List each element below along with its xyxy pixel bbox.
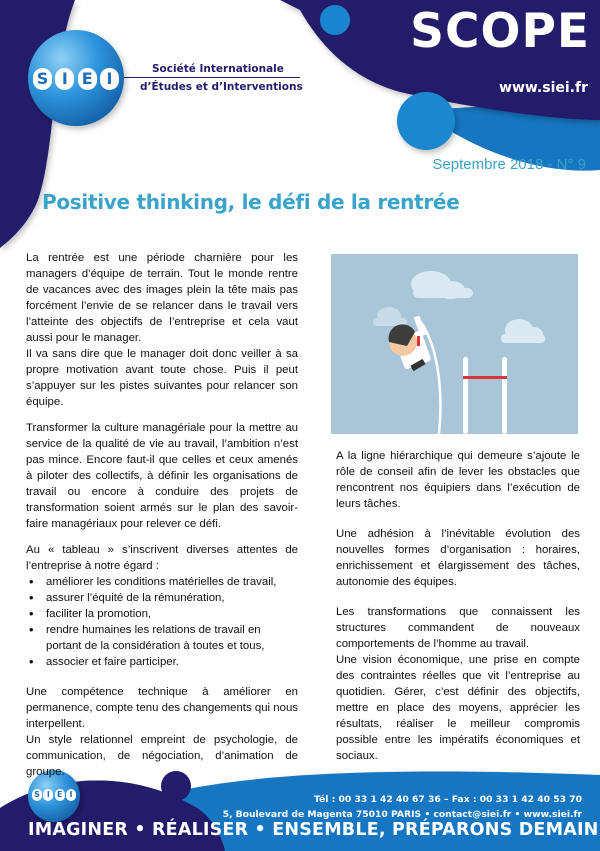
logo-letter: I xyxy=(100,68,119,90)
paragraph: La rentrée est une période charnière pour les managers d’équipe de terrain. Tout le monde rentre de vacances avec des images plein la tête mais pas forcément l’envie de se relancer dans le travail vers l’atteinte des objectifs de l’entreprise et cela vaut aussi pour le manager. xyxy=(26,252,298,344)
decor-circle-medium xyxy=(397,92,455,150)
logo-letter: I xyxy=(55,68,74,90)
footer-phone-fax: Tél : 00 33 1 42 40 67 36 – Fax : 00 33 1 42 40 53 70 xyxy=(313,794,582,805)
issue-date: Septembre 2018 - N° 9 xyxy=(432,156,586,173)
paragraph: Une vision économique, une prise en compte des contraintes réelles que vit l’entreprise au quotidien. Gérer, c’est définir des objectifs, mettre en place des moyens, apprécier les résultats, réaliser le meilleur compromis possible entre les impératifs économiques et sociaux. xyxy=(336,654,580,762)
logo-letter: S xyxy=(32,789,42,801)
paragraph: Une compétence technique à améliorer en permanence, compte tenu des changements qui nous interpellent. xyxy=(26,686,298,730)
footer-slogan: IMAGINER • RÉALISER • ENSEMBLE, PRÉPARONS DEMAIN xyxy=(28,820,599,840)
cloud-icon xyxy=(411,271,473,299)
logo-letter: E xyxy=(55,789,65,801)
article-headline: Positive thinking, le défi de la rentrée xyxy=(42,190,460,214)
logo-letter: S xyxy=(33,68,52,90)
paragraph: Une adhésion à l’inévitable évolution des nouvelles formes d’organisation : horaires, enrichissement et élargissement des tâches, autonomie des équipes. xyxy=(336,528,580,588)
paragraph: Au « tableau » s’inscrivent diverses attentes de l’entreprise à notre égard : xyxy=(26,544,298,572)
article-left-column xyxy=(26,250,298,780)
logo-letters xyxy=(33,68,119,92)
article-right-column xyxy=(336,448,580,764)
paragraph: A la ligne hiérarchique qui demeure s’ajoute le rôle de conseil afin de lever les obstacles que rencontrent nos équipiers dans l’exécution de leurs tâches. xyxy=(336,450,580,510)
list-item: • faciliter la promotion, xyxy=(26,606,298,622)
logo-letter: I xyxy=(43,789,53,801)
bar-post-right xyxy=(502,357,507,434)
siei-logo xyxy=(28,30,124,126)
footer-address: 5, Boulevard de Magenta 75010 PARIS • contact@siei.fr • www.siei.fr xyxy=(222,809,582,820)
pole-vault-illustration xyxy=(331,254,578,434)
bar-post-left xyxy=(463,357,468,434)
org-name-line2: d’Études et d’Interventions xyxy=(140,81,303,93)
footer-logo xyxy=(28,770,80,822)
vault-pole xyxy=(421,322,440,434)
paragraph: Il va sans dire que le manager doit donc veiller à sa propre motivation avant toute chose. Puis il peut s’appuyer sur les pistes suivantes pour relancer son équipe. xyxy=(26,348,298,408)
decor-circle-small xyxy=(320,5,350,35)
header-website-link[interactable]: www.siei.fr xyxy=(499,80,588,96)
list-item: • assurer l’équité de la rémunération, xyxy=(26,590,298,606)
organization-name xyxy=(140,60,303,96)
logo-letter: E xyxy=(78,68,97,90)
list-item: • améliorer les conditions matérielles de travail, xyxy=(26,574,298,590)
expectations-list xyxy=(26,574,298,670)
org-name-line1: Société Internationale xyxy=(152,63,284,75)
paragraph: Transformer la culture managériale pour la mettre au service de la qualité de vie au travail, l’ambition n’est pas mince. Encore faut-il que celles et ceux amenés à piloter des collectifs, à définir les organisations de travail ou encore à conduire des projets de transformation soient armés sur le plan des savoir-faire managériaux pour relever ce défi. xyxy=(26,422,298,530)
cloud-icon xyxy=(501,319,545,343)
list-item: • rendre humaines les relations de travail en portant de la considération à toutes et tous, xyxy=(26,622,298,654)
paragraph: Un style relationnel empreint de psychologie, de communication, de négociation, d’animation de groupe. xyxy=(26,734,298,778)
paragraph: Les transformations que connaissent les structures commandent de nouveaux comportements de l’homme au travail. xyxy=(336,606,580,650)
cloud-icon xyxy=(373,307,407,326)
newsletter-title: SCOPE xyxy=(410,4,590,59)
crossbar xyxy=(463,376,507,379)
list-item: • associer et faire participer. xyxy=(26,654,298,670)
footer-logo-letters xyxy=(32,789,76,802)
illustration-svg xyxy=(331,254,578,434)
logo-letter: I xyxy=(66,789,76,801)
